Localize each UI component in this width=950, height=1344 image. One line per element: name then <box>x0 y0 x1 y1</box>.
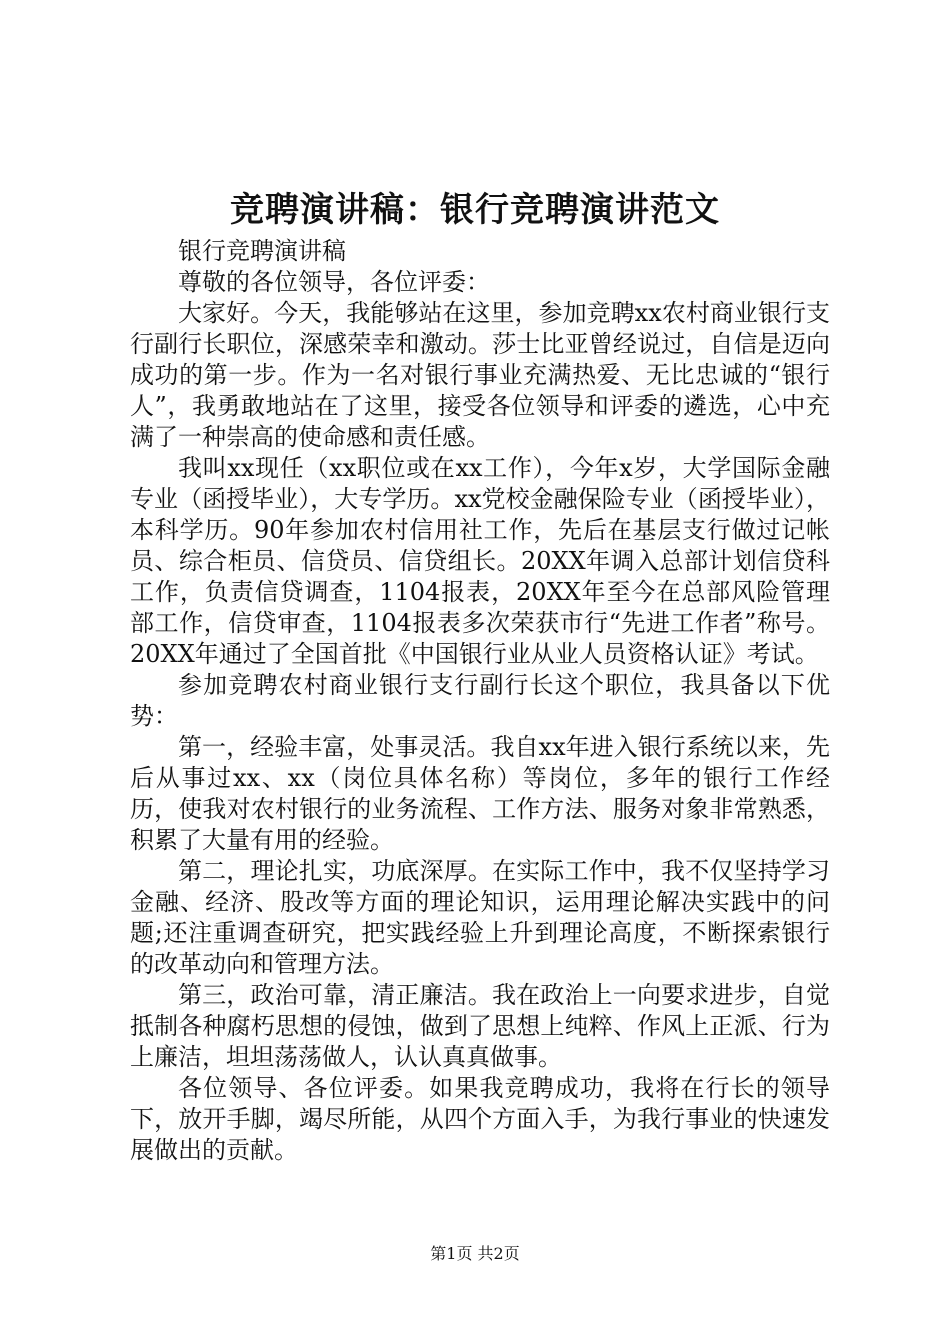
page-number-footer: 第1页 共2页 <box>430 1244 520 1263</box>
paragraph: 我叫xx现任（xx职位或在xx工作），今年x岁，大学国际金融专业（函授毕业），大专学历。xx党校金融保险专业（函授毕业），本科学历。90年参加农村信用社工作，先后在基层支行做过记帐员、综合柜员、信贷员、信贷组长。20XX年调入总部计划信贷科工作，负责信贷调查，1104报表，20XX年至今在总部风险管理部工作，信贷审查，1104报表多次荣获市行“先进工作者”称号。20XX年通过了全国首批《中国银行业从业人员资格认证》考试。 <box>130 454 830 668</box>
paragraph: 第三，政治可靠，清正廉洁。我在政治上一向要求进步，自觉抵制各种腐朽思想的侵蚀，做到了思想上纯粹、作风上正派、行为上廉洁，坦坦荡荡做人，认认真真做事。 <box>130 981 830 1071</box>
paragraph: 第一，经验丰富，处事灵活。我自xx年进入银行系统以来，先后从事过xx、xx（岗位具体名称）等岗位，多年的银行工作经历，使我对农村银行的业务流程、工作方法、服务对象非常熟悉，积累了大量有用的经验。 <box>130 733 830 854</box>
paragraph: 参加竞聘农村商业银行支行副行长这个职位，我具备以下优势： <box>130 671 830 730</box>
document-body <box>130 236 830 1166</box>
paragraph: 尊敬的各位领导，各位评委： <box>178 268 490 296</box>
paragraph: 大家好。今天，我能够站在这里，参加竞聘xx农村商业银行支行副行长职位，深感荣幸和激动。莎士比亚曾经说过，自信是迈向成功的第一步。作为一名对银行事业充满热爱、无比忠诚的“银行人”，我勇敢地站在了这里，接受各位领导和评委的遴选，心中充满了一种崇高的使命感和责任感。 <box>130 299 830 451</box>
paragraph: 各位领导、各位评委。如果我竞聘成功，我将在行长的领导下，放开手脚，竭尽所能，从四个方面入手，为我行事业的快速发展做出的贡献。 <box>130 1074 830 1164</box>
paragraph: 第二，理论扎实，功底深厚。在实际工作中，我不仅坚持学习金融、经济、股改等方面的理论知识，运用理论解决实践中的问题;还注重调查研究，把实践经验上升到理论高度，不断探索银行的改革动向和管理方法。 <box>130 857 830 978</box>
paragraph: 银行竞聘演讲稿 <box>178 237 346 265</box>
document-title: 竞聘演讲稿：银行竞聘演讲范文 <box>230 190 720 230</box>
